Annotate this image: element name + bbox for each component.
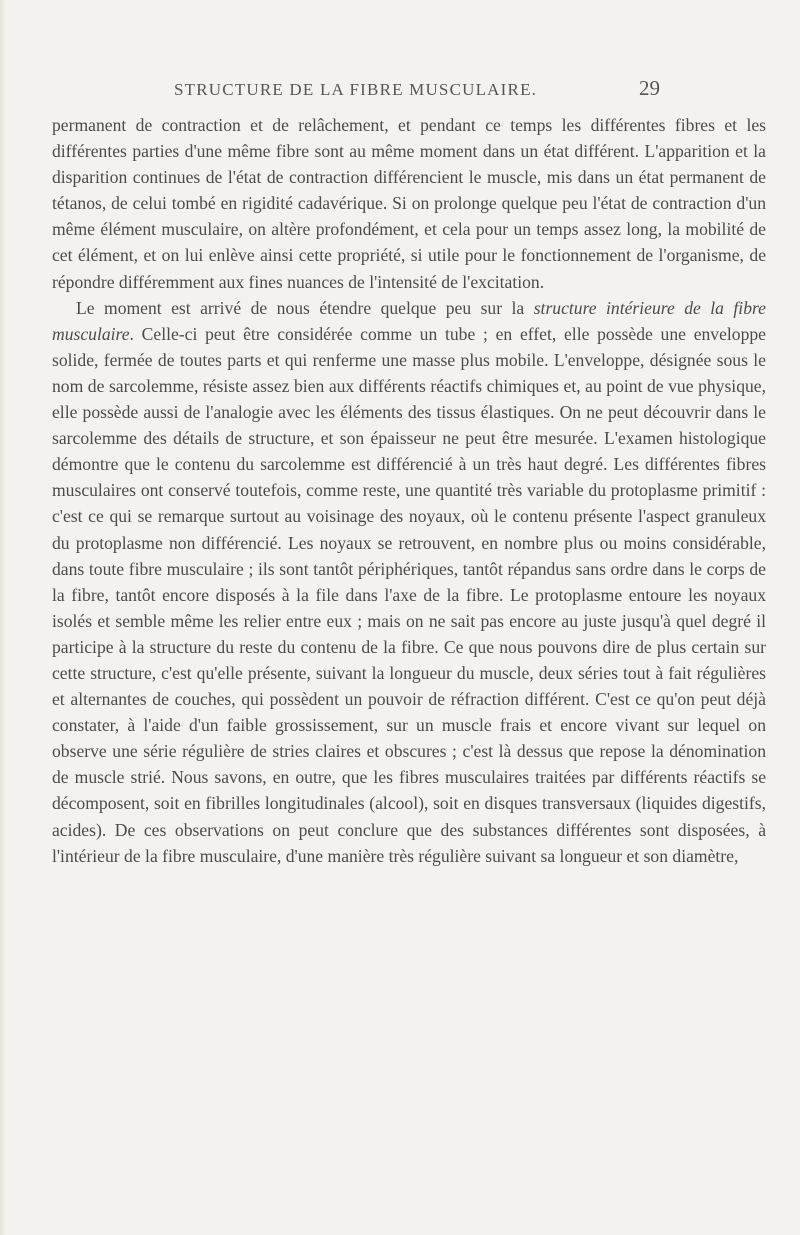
paragraph-text: permanent de contraction et de relâchement, et pendant ce temps les différentes fibres et les différentes parties d'une même fibre sont au même moment dans un état différent. L'apparition et la disparition continues de l'état de contraction différencient le muscle, mis dans un état permanent de tétanos, de celui tombé en rigidité cadavérique. Si on prolonge quelque peu l'état de contraction d'un même élément musculaire, on altère profondément, et cela pour un temps assez long, la mobilité de cet élément, et on lui enlève ainsi cette propriété, si utile pour le fonctionnement de l'organisme, de répondre différemment aux fines nuances de l'intensité de l'excitation. <box>52 115 766 292</box>
running-head <box>120 76 660 106</box>
paragraph <box>52 295 766 869</box>
paragraph <box>52 112 766 295</box>
page-number: 29 <box>639 76 660 100</box>
page-gutter-shadow <box>0 0 6 1235</box>
italic-phrase: structure intérieure de la fibre musculaire <box>52 297 766 344</box>
body-text <box>52 112 766 869</box>
paragraph-text: Le moment est arrivé de nous étendre quelque peu sur la <box>76 297 534 318</box>
running-title: STRUCTURE DE LA FIBRE MUSCULAIRE. <box>174 80 538 99</box>
paragraph-text: . Celle-ci peut être considérée comme un tube ; en effet, elle possède une enveloppe solide, fermée de toutes parts et qui renferme une masse plus mobile. L'enveloppe, désignée sous le nom de sarcolemme, résiste assez bien aux différents réactifs chimiques et, au point de vue physique, elle possède aussi de l'analogie avec les éléments des tissus élastiques. On ne peut découvrir dans le sarcolemme des détails de structure, et son épaisseur ne peut être mesurée. L'examen histologique démontre que le contenu du sarcolemme est différencié à un très haut degré. Les différentes fibres musculaires ont conservé toutefois, comme reste, une quantité très variable du protoplasme primitif : c'est ce qui se remarque surtout au voisinage des noyaux, où le contenu présente l'aspect granuleux du protoplasme non différencié. Les noyaux se retrouvent, en nombre plus ou moins considérable, dans toute fibre musculaire ; ils sont tantôt périphériques, tantôt répandus sans ordre dans le corps de la fibre, tantôt encore disposés à la file dans l'axe de la fibre. Le protoplasme entoure les noyaux isolés et semble même les relier entre eux ; mais on ne sait pas encore au juste jusqu'à quel degré il participe à la structure du reste du contenu de la fibre. Ce que nous pouvons dire de plus certain sur cette structure, c'est qu'elle présente, suivant la longueur du muscle, deux séries tout à fait régulières et alternantes de couches, qui possèdent un pouvoir de réfraction différent. C'est ce qu'on peut déjà constater, à l'aide d'un faible grossissement, sur un muscle frais et encore vivant sur lequel on observe une série régulière de stries claires et obscures ; c'est là dessus que repose la dénomination de muscle strié. Nous savons, en outre, que les fibres musculaires traitées par différents réactifs se décomposent, soit en fibrilles longitudinales (alcool), soit en disques transversaux (liquides digestifs, acides). De ces observations on peut conclure que des substances différentes sont disposées, à l'intérieur de la fibre musculaire, d'une manière très régulière suivant sa longueur et son diamètre, <box>52 323 766 866</box>
